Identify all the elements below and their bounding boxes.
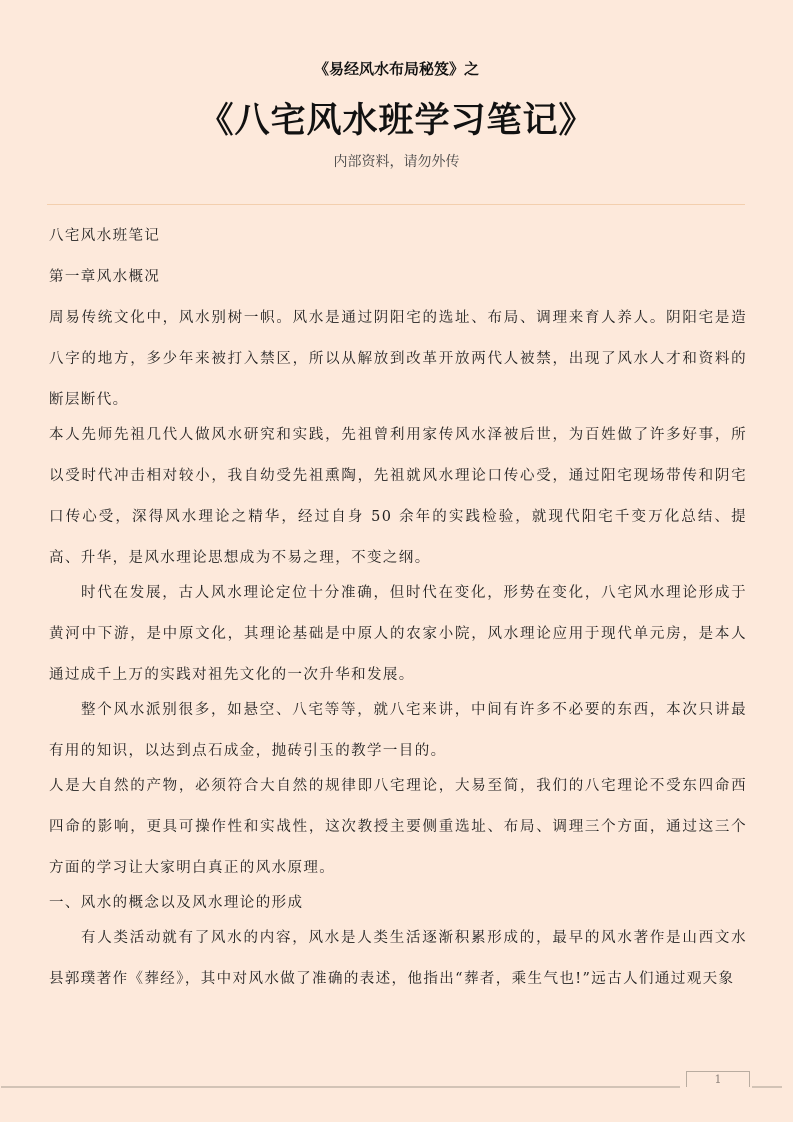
confidentiality-notice: 内部资料，请勿外传 (333, 154, 460, 170)
header-divider (47, 204, 745, 205)
section-one-paragraph: 有人类活动就有了风水的内容，风水是人类生活逐渐积累形成的，最早的风水著作是山西文水县郭璞著作《葬经》，其中对风水做了准确的表述，他指出“葬者，乘生气也!”远古人们通过观天象 (49, 930, 747, 987)
series-title: 《易经风水布局秘笈》之 (313, 60, 479, 78)
paragraph-1: 周易传统文化中，风水别树一帜。风水是通过阴阳宅的选址、布局、调理来育人养人。阴阳宅是造八字的地方，多少年来被打入禁区，所以从解放到改革开放两代人被禁，出现了风水人才和资料的断层断代。 (49, 310, 747, 408)
section-title: 八宅风水班笔记 (49, 228, 161, 244)
document-body (49, 222, 747, 1000)
footer-rule-right (752, 1086, 782, 1088)
chapter-title: 第一章风水概况 (49, 269, 161, 285)
paragraph-3: 时代在发展，古人风水理论定位十分准确，但时代在变化，形势在变化，八宅风水理论形成于黄河中下游，是中原文化，其理论基础是中原人的农家小院，风水理论应用于现代单元房，是本人通过成千上万的实践对祖先文化的一次升华和发展。 (49, 585, 747, 683)
paragraph-4: 整个风水派别很多，如悬空、八宅等等，就八宅来讲，中间有许多不必要的东西，本次只讲最有用的知识，以达到点石成金，抛砖引玉的教学一目的。 (49, 702, 747, 759)
paragraph-2: 本人先师先祖几代人做风水研究和实践，先祖曾利用家传风水泽被后世，为百姓做了许多好事，所以受时代冲击相对较小，我自幼受先祖熏陶，先祖就风水理论口传心受，通过阳宅现场带传和阴宅口传心受，深得风水理论之精华，经过自身 50 余年的实践检验，就现代阳宅千变万化总结、提高、升华，是风水理论思想成为不易之理，不变之纲。 (49, 427, 747, 566)
footer-rule-left (1, 1086, 680, 1088)
document-title: 《八宅风水班学习笔记》 (198, 101, 595, 141)
paragraph-5: 人是大自然的产物，必须符合大自然的规律即八宅理论，大易至简，我们的八宅理论不受东四命西四命的影响，更具可操作性和实战性，这次教授主要侧重选址、布局、调理三个方面，通过这三个方面的学习让大家明白真正的风水原理。 (49, 778, 747, 876)
section-one-title: 一、风水的概念以及风水理论的形成 (49, 895, 304, 911)
page-number: 1 (686, 1071, 750, 1087)
